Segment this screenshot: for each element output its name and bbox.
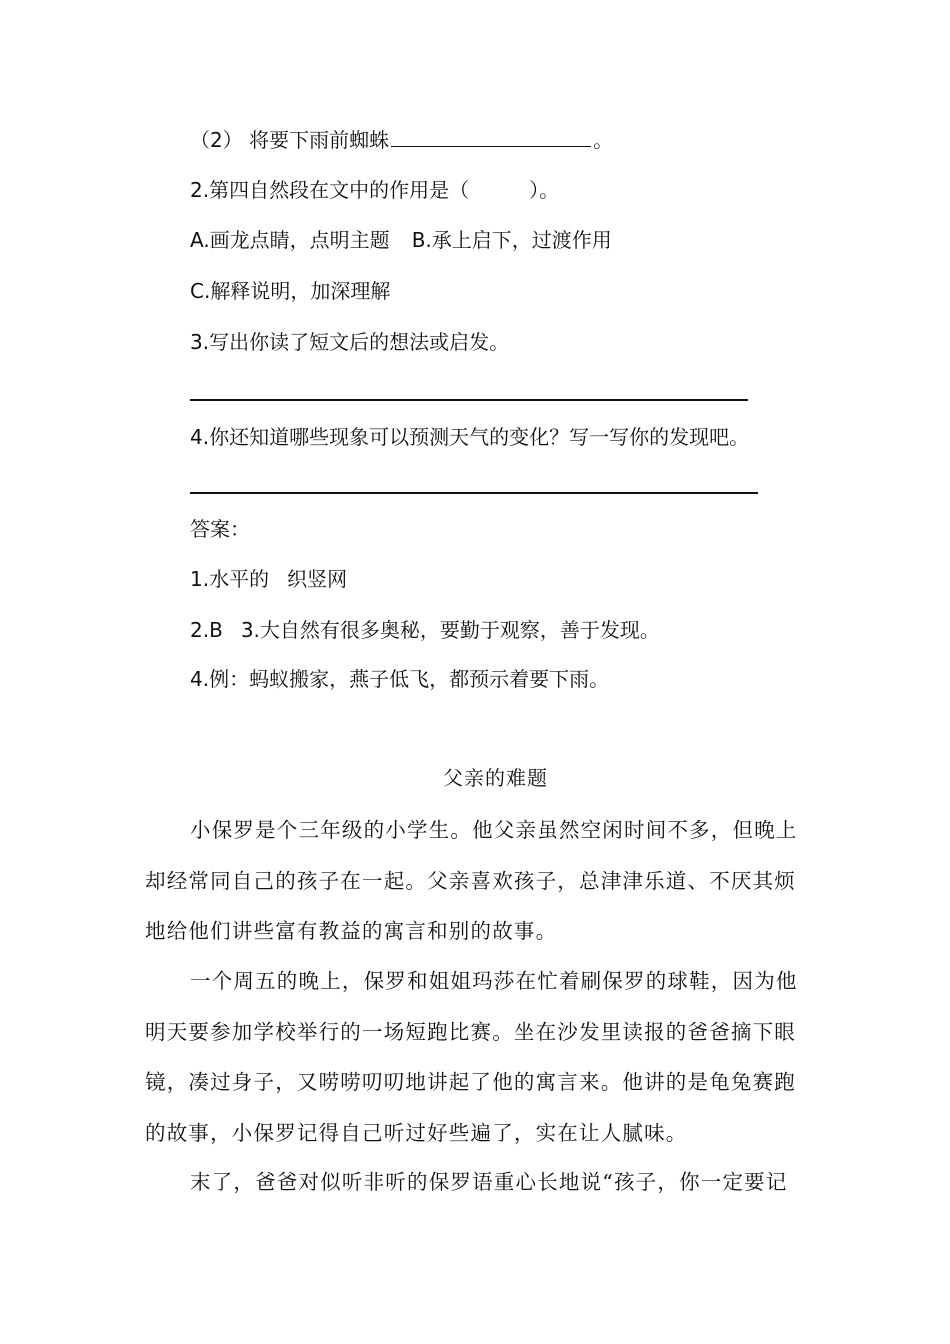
answer-1 <box>190 566 347 592</box>
option-b: B.承上启下，过渡作用 <box>411 228 612 252</box>
story-line: 一个周五的晚上，保罗和姐姐玛莎在忙着刷保罗的球鞋，因为他 <box>190 969 798 993</box>
question-4: 4.你还知道哪些现象可以预测天气的变化？写一写你的发现吧。 <box>190 425 750 449</box>
answer-2-3 <box>190 617 660 643</box>
question-3: 3.写出你读了短文后的想法或启发。 <box>190 330 510 354</box>
question-2 <box>190 177 559 203</box>
question-1-2-text: （2） 将要下雨前蜘蛛 <box>190 128 390 152</box>
story-line: 小保罗是个三年级的小学生。他父亲虽然空闲时间不多，但晚上 <box>190 818 798 842</box>
option-c: C.解释说明，加深理解 <box>190 279 391 303</box>
answer-line-q3[interactable] <box>190 399 748 401</box>
answer-4: 4.例：蚂蚁搬家，燕子低飞，都预示着要下雨。 <box>190 667 610 691</box>
question-1-2-suffix: 。 <box>593 128 614 152</box>
answer-line-q4[interactable] <box>190 492 758 494</box>
story-line: 地给他们讲些富有教益的寓言和别的故事。 <box>145 919 558 943</box>
answer-blank[interactable] <box>391 128 591 147</box>
answer-2: 2.B <box>190 618 223 642</box>
story-line: 镜，凑过身子，又唠唠叨叨地讲起了他的寓言来。他讲的是龟兔赛跑 <box>145 1070 796 1094</box>
question-2-text: 2.第四自然段在文中的作用是（ <box>190 178 470 202</box>
story-line: 明天要参加学校举行的一场短跑比赛。坐在沙发里读报的爸爸摘下眼 <box>145 1020 796 1044</box>
story-title: 父亲的难题 <box>443 766 548 790</box>
answers-heading: 答案： <box>190 517 250 541</box>
story-line: 末了，爸爸对似听非听的保罗语重心长地说“孩子，你一定要记 <box>190 1170 788 1194</box>
question-2-options-ab <box>190 227 612 253</box>
question-1-2 <box>190 127 613 153</box>
question-2-suffix: ）。 <box>529 178 560 202</box>
story-line: 的故事，小保罗记得自己听过好些遍了，实在让人腻味。 <box>145 1121 688 1145</box>
story-line: 却经常同自己的孩子在一起。父亲喜欢孩子，总津津乐道、不厌其烦 <box>145 869 796 893</box>
answer-1-part2: 织竖网 <box>287 567 348 591</box>
answer-3: 3.大自然有很多奥秘，要勤于观察，善于发现。 <box>240 618 660 642</box>
option-a: A.画龙点睛，点明主题 <box>190 228 390 252</box>
answer-1-part1: 1.水平的 <box>190 567 270 591</box>
